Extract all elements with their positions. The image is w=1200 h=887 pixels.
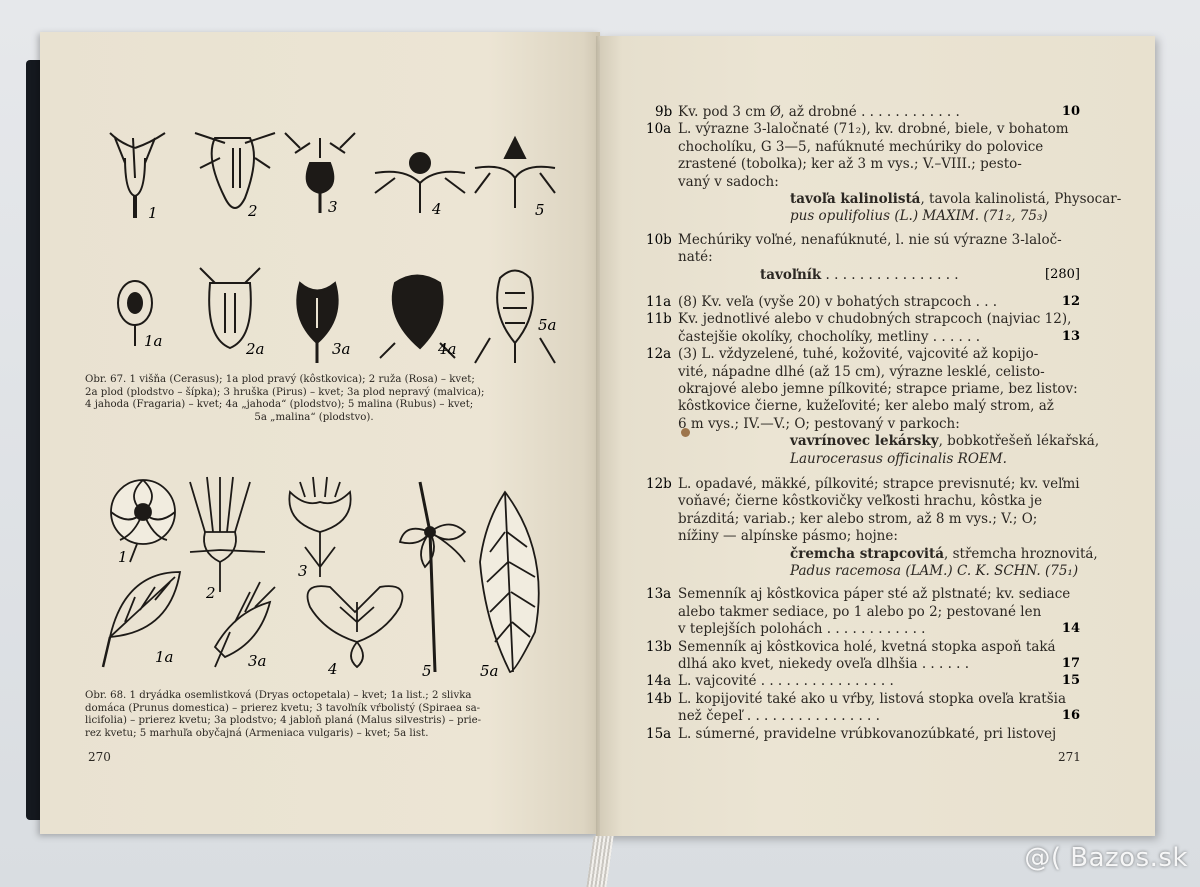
fig67-label-5: 5: [535, 201, 545, 219]
key-line-label: 9b: [655, 104, 673, 120]
key-line-text: Padus racemosa (LAM.) C. K. SCHN. (75₁): [790, 563, 1079, 579]
key-line-text: (3) L. vždyzelené, tuhé, kožovité, vajcovité až kopijo-: [678, 346, 1039, 363]
fig67-label-1a: 1a: [144, 332, 163, 350]
key-line-text: zrastené (tobolka); ker až 3 m vys.; V.–VIII.; pesto-: [678, 156, 1022, 173]
key-line-text: kôstkovice čierne, kužeľovité; ker alebo malý strom, až: [678, 398, 1054, 415]
key-line-text: L. opadavé, mäkké, pílkovité; strapce previsnuté; kv. veľmi: [678, 476, 1080, 492]
fig67-label-2a: 2a: [246, 340, 265, 358]
fig67-label-3a: 3a: [332, 340, 351, 358]
key-line-text: L. kopijovité také ako u vŕby, listová stopka oveľa kratšia: [678, 690, 1067, 707]
key-line-label: 14b: [646, 690, 672, 707]
key-line-text: alebo takmer sediace, po 1 alebo po 2; pestované len: [678, 603, 1042, 620]
key-line-text: Kv. pod 3 cm Ø, až drobné . . . . . . . . . . . .: [678, 104, 960, 120]
fig68-label-4: 4: [328, 660, 338, 678]
fig68-caption-line: Obr. 68. 1 dryádka osemlistková (Dryas octopetala) – kvet; 1a list.; 2 slivka: [85, 690, 472, 701]
key-line-text: vavrínovec lekársky, bobkotřešeň lékařská,: [790, 433, 1100, 450]
key-line-text: Kv. jednotlivé alebo v chudobných strapcoch (najviac 12),: [678, 311, 1072, 328]
key-line-text: tavoľník . . . . . . . . . . . . . . . .: [760, 266, 959, 283]
key-line-text: L. výrazne 3-laločnaté (71₂), kv. drobné, biele, v bohatom: [678, 121, 1069, 138]
key-line-text: pus opulifolius (L.) MAXIM. (71₂, 75₃): [790, 208, 1048, 225]
key-line-label: 10a: [646, 121, 672, 138]
key-line-text: v teplejších polohách . . . . . . . . . . . .: [678, 621, 926, 638]
key-line-label: 12a: [646, 346, 672, 363]
key-line-text: Semenník aj kôstkovica páper sté až plstnaté; kv. sediace: [678, 586, 1071, 603]
key-line-text: čremcha strapcovitá, střemcha hroznovitá,: [790, 545, 1098, 562]
key-line-text: nížiny — alpínske pásmo; hojne:: [678, 528, 898, 545]
fig68-caption-line: licifolia) – prierez kvetu; 3a plodstvo; 4 jabloň planá (Malus silvestris) – prie-: [85, 715, 482, 727]
key-line-text: 6 m vys.; IV.—V.; O; pestovaný v parkoch:: [678, 415, 960, 432]
left-page-number: 270: [88, 750, 111, 764]
key-line-text: chocholíku, G 3—5, nafúknuté mechúriky do polovice: [678, 138, 1044, 155]
key-line-target: 10: [1061, 104, 1080, 119]
fig68-label-5a: 5a: [480, 662, 499, 680]
fig67-caption: [85, 374, 543, 424]
fig67-illustrations: [95, 118, 565, 368]
key-line-label: 15a: [646, 725, 672, 742]
key-line-label: 13b: [646, 638, 672, 655]
fig67-caption-line: 2a plod (plodstvo – šípka); 3 hruška (Pirus) – kvet; 3a plod nepravý (malvica);: [85, 386, 485, 398]
fig67-label-3: 3: [328, 198, 338, 216]
fig67-label-2: 2: [248, 202, 258, 220]
key-line-text: vaný v sadoch:: [678, 173, 779, 190]
key-line-text: L. vajcovité . . . . . . . . . . . . . . . .: [678, 673, 894, 690]
fig67-label-1: 1: [148, 204, 158, 222]
key-line-target: 17: [1061, 656, 1080, 671]
key-line-label: 11a: [646, 294, 672, 310]
fig68-caption-line: rez kvetu; 5 marhuľa obyčajná (Armeniaca vulgaris) – kvet; 5a list.: [85, 727, 429, 739]
fig68-caption: [85, 690, 543, 740]
key-line-target: 15: [1061, 673, 1080, 689]
key-line-text: Mechúriky voľné, nenafúknuté, l. nie sú výrazne 3-laloč-: [678, 231, 1062, 248]
key-line-text: naté:: [678, 249, 713, 266]
key-line-target: 14: [1061, 621, 1080, 637]
fig67-caption-line: 5a „malina“ (plodstvo).: [254, 411, 374, 423]
right-page-number: 271: [1058, 750, 1081, 764]
fig67-label-4a: 4a: [438, 340, 457, 358]
key-line-label: 11b: [646, 311, 672, 328]
fig67-label-4: 4: [432, 200, 442, 218]
fig68-label-1: 1: [118, 548, 128, 566]
key-line-label: 10b: [646, 231, 672, 248]
key-line-text: L. súmerné, pravidelne vrúbkovanozúbkaté, pri listovej: [678, 725, 1057, 742]
key-line-text: Laurocerasus officinalis ROEM.: [790, 450, 1007, 467]
key-line-label: 13a: [646, 586, 672, 603]
key-line-target: 16: [1061, 708, 1080, 724]
key-line-text: Semenník aj kôstkovica holé, kvetná stopka aspoň taká: [678, 638, 1056, 655]
fig68-label-1a: 1a: [155, 648, 174, 666]
key-line-label: 14a: [646, 673, 672, 690]
key-line-target: 12: [1061, 294, 1080, 309]
fig68-label-2: 2: [206, 584, 216, 602]
fig68-label-3: 3: [298, 562, 308, 580]
fig67-caption-line: Obr. 67. 1 višňa (Cerasus); 1a plod pravý (kôstkovica); 2 ruža (Rosa) – kvet;: [85, 374, 475, 385]
key-line-text: brázditá; variab.; ker alebo strom, až 8 m vys.; V.; O;: [678, 510, 1038, 527]
fig68-label-3a: 3a: [248, 652, 267, 670]
fig67-caption-line: 4 jahoda (Fragaria) – kvet; 4a „jahoda“ (plodstvo); 5 malina (Rubus) – kvet;: [85, 399, 474, 411]
key-line-text: dlhá ako kvet, niekedy oveľa dlhšia . . . . . .: [678, 656, 970, 672]
fig67-label-5a: 5a: [538, 316, 557, 334]
key-line-text: než čepeľ . . . . . . . . . . . . . . . .: [678, 708, 880, 725]
key-line-text: okrajové alebo jemne pílkovité; strapce priame, bez listov:: [678, 381, 1078, 397]
fig68-label-5: 5: [422, 662, 432, 680]
fig68-caption-line: domáca (Prunus domestica) – prierez kvetu; 3 tavoľník vŕbolistý (Spiraea sa-: [85, 702, 481, 714]
key-line-text: voňavé; čierne kôstkovičky veľkosti hrachu, kôstka je: [678, 493, 1043, 510]
key-line-text: vité, nápadne dlhé (až 15 cm), výrazne lesklé, celisto-: [678, 363, 1045, 380]
key-line-text: častejšie okolíky, chocholíky, metliny . . . . . .: [678, 328, 980, 345]
key-line-label: 12b: [646, 476, 672, 492]
key-line-text: (8) Kv. veľa (vyše 20) v bohatých strapcoch . . .: [678, 294, 998, 310]
key-line-target: [280]: [1045, 266, 1080, 282]
key-line-text: tavoľa kalinolistá, tavola kalinolistá, Physocar-: [790, 191, 1122, 207]
watermark: @( Bazos.sk: [1024, 843, 1188, 873]
key-line-target: 13: [1061, 328, 1080, 344]
